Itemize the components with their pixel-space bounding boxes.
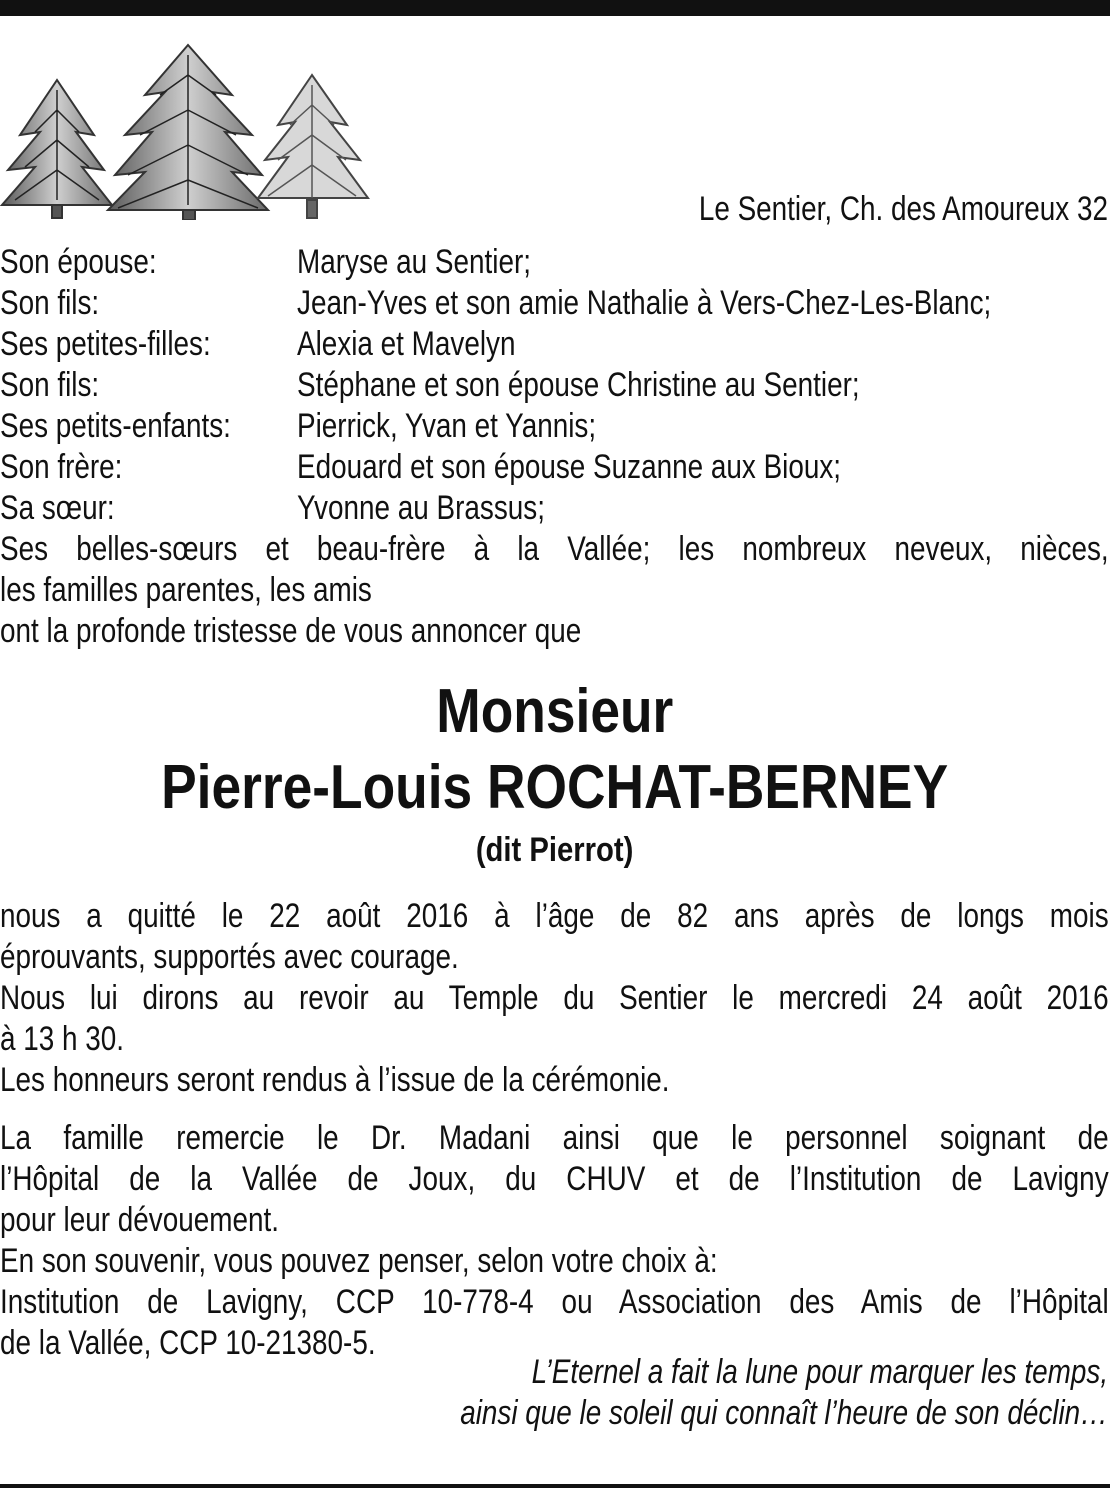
announcement-line: éprouvants, supportés avec courage.: [0, 938, 459, 976]
announcement-line: Les honneurs seront rendus à l’issue de la cérémonie.: [0, 1061, 670, 1099]
relation-value: Pierrick, Yvan et Yannis;: [297, 407, 597, 445]
thanks-line: l’Hôpital de la Vallée de Joux, du CHUV et de l’Institution de Lavigny: [0, 1160, 1109, 1198]
intro-line: les familles parentes, les amis: [0, 571, 372, 609]
honorific: Monsieur: [436, 677, 674, 746]
relation-label: Son épouse:: [0, 243, 157, 281]
intro-line: ont la profonde tristesse de vous annoncer que: [0, 612, 582, 650]
relation-label: Son frère:: [0, 448, 123, 486]
family-row: [0, 447, 1110, 488]
address: Le Sentier, Ch. des Amoureux 32: [698, 190, 1108, 228]
thanks-paragraph: [0, 1118, 1109, 1364]
bottom-rule: [0, 1484, 1110, 1488]
fir-trees-illustration: [0, 40, 380, 220]
top-rule: [0, 0, 1110, 16]
deceased-name: Pierre-Louis ROCHAT-BERNEY: [161, 753, 949, 822]
family-row: [0, 406, 1110, 447]
announcement-paragraph: [0, 896, 1109, 1101]
family-row: [0, 365, 1110, 406]
thanks-line: de la Vallée, CCP 10-21380-5.: [0, 1324, 376, 1362]
relation-label: Son fils:: [0, 366, 100, 404]
family-row: [0, 488, 1110, 529]
relation-value: Maryse au Sentier;: [297, 243, 531, 281]
thanks-line: La famille remercie le Dr. Madani ainsi que le personnel soignant de: [0, 1119, 1109, 1157]
quote-line: L’Eternel a fait la lune pour marquer les temps,: [531, 1353, 1108, 1391]
thanks-line: En son souvenir, vous pouvez penser, selon votre choix à:: [0, 1242, 718, 1280]
closing-quote: [460, 1352, 1108, 1434]
thanks-line: pour leur dévouement.: [0, 1201, 279, 1239]
family-row: [0, 242, 1110, 283]
family-list: [0, 242, 1110, 529]
relation-label: Ses petits-enfants:: [0, 407, 231, 445]
thanks-line: Institution de Lavigny, CCP 10-778-4 ou Association des Amis de l’Hôpital: [0, 1283, 1109, 1321]
relation-value: Alexia et Mavelyn: [297, 325, 516, 363]
family-row: [0, 324, 1110, 365]
quote-line: ainsi que le soleil qui connaît l’heure de son déclin…: [460, 1394, 1108, 1432]
announcement-line: à 13 h 30.: [0, 1020, 125, 1058]
relation-label: Ses petites-filles:: [0, 325, 211, 363]
relation-value: Yvonne au Brassus;: [297, 489, 545, 527]
relation-label: Sa sœur:: [0, 489, 115, 527]
deceased-name-block: [0, 670, 1110, 870]
nickname: (dit Pierrot): [476, 831, 634, 869]
relation-value: Edouard et son épouse Suzanne aux Bioux;: [297, 448, 842, 486]
relation-value: Jean-Yves et son amie Nathalie à Vers-Chez-Les-Blanc;: [297, 284, 992, 322]
family-row: [0, 283, 1110, 324]
announcement-line: Nous lui dirons au revoir au Temple du Sentier le mercredi 24 août 2016: [0, 979, 1109, 1017]
intro-paragraph: [0, 529, 1109, 652]
relation-label: Son fils:: [0, 284, 100, 322]
relation-value: Stéphane et son épouse Christine au Sentier;: [297, 366, 860, 404]
intro-line: Ses belles-sœurs et beau-frère à la Vallée; les nombreux neveux, nièces,: [0, 530, 1109, 568]
announcement-line: nous a quitté le 22 août 2016 à l’âge de 82 ans après de longs mois: [0, 897, 1109, 935]
